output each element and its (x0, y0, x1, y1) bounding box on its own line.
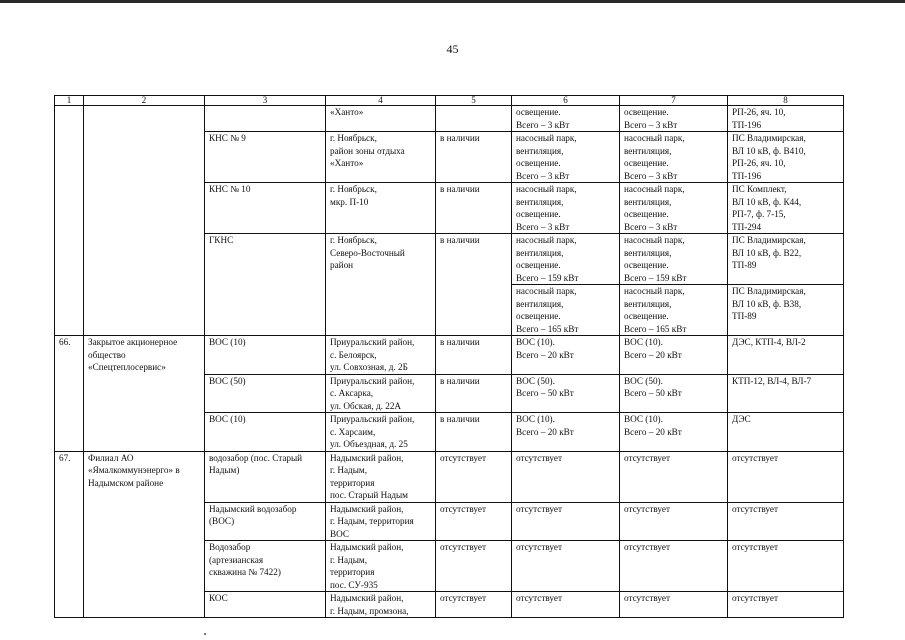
row-number-cell: 67. (55, 451, 84, 618)
status-cell: отсутствует (436, 592, 512, 618)
address-cell: г. Ноябрьск, мкр. П-10 (326, 183, 436, 234)
load-cell: насосный парк, вентиляция, освещение. Всего – 3 кВт (620, 132, 728, 183)
load-cell: отсутствует (512, 502, 620, 541)
row-number-cell: 66. (55, 336, 84, 452)
status-cell: в наличии (436, 132, 512, 183)
status-cell (436, 106, 512, 132)
facility-cell: КОС (205, 592, 326, 618)
top-border-line (0, 0, 905, 3)
power-source-cell: ДЭС (728, 413, 844, 452)
load-cell: насосный парк, вентиляция, освещение. Всего – 159 кВт (512, 234, 620, 285)
power-source-cell: отсутствует (728, 502, 844, 541)
status-cell: отсутствует (436, 451, 512, 502)
facility-cell: ВОС (50) (205, 374, 326, 413)
column-header: 8 (728, 96, 844, 106)
address-cell: г. Ноябрьск, район зоны отдыха «Ханто» (326, 132, 436, 183)
address-cell: Надымский район, г. Надым, территория пос. СУ-935 (326, 541, 436, 592)
power-source-cell: отсутствует (728, 592, 844, 618)
load-cell: отсутствует (620, 451, 728, 502)
status-cell: в наличии (436, 183, 512, 234)
organization-cell: Закрытое акционерное общество «Спецтеплосервис» (84, 336, 205, 452)
load-cell: насосный парк, вентиляция, освещение. Всего – 3 кВт (512, 183, 620, 234)
load-cell: освещение. Всего – 3 кВт (512, 106, 620, 132)
power-source-cell: отсутствует (728, 541, 844, 592)
status-cell: в наличии (436, 234, 512, 336)
load-cell: отсутствует (620, 502, 728, 541)
power-source-cell: ПС Владимирская, ВЛ 10 кВ, ф. В38, ТП-89 (728, 285, 844, 336)
address-cell: Надымский район, г. Надым, территория ВОС (326, 502, 436, 541)
facility-cell: Надымский водозабор (ВОС) (205, 502, 326, 541)
status-cell: в наличии (436, 374, 512, 413)
table-row (55, 106, 844, 132)
infrastructure-table (54, 95, 844, 618)
page-number: 45 (446, 42, 459, 56)
table-row (55, 336, 844, 375)
power-source-cell: ДЭС, КТП-4, ВЛ-2 (728, 336, 844, 375)
organization-cell (84, 106, 205, 336)
load-cell: отсутствует (512, 541, 620, 592)
address-cell: Приуральский район, с. Белоярск, ул. Совхозная, д. 2Б (326, 336, 436, 375)
facility-cell: ГКНС (205, 234, 326, 336)
load-cell: освещение. Всего – 3 кВт (620, 106, 728, 132)
load-cell: ВОС (10). Всего – 20 кВт (512, 336, 620, 375)
column-header: 2 (84, 96, 205, 106)
load-cell: насосный парк, вентиляция, освещение. Всего – 159 кВт (620, 234, 728, 285)
power-source-cell: ПС Владимирская, ВЛ 10 кВ, ф. В410, РП-26, яч. 10, ТП-196 (728, 132, 844, 183)
load-cell: отсутствует (620, 541, 728, 592)
status-cell: отсутствует (436, 502, 512, 541)
facility-cell: КНС № 10 (205, 183, 326, 234)
power-source-cell: отсутствует (728, 451, 844, 502)
facility-cell: ВОС (10) (205, 413, 326, 452)
address-cell: Надымский район, г. Надым, промзона, (326, 592, 436, 618)
status-cell: в наличии (436, 336, 512, 375)
column-header: 4 (326, 96, 436, 106)
load-cell: отсутствует (512, 451, 620, 502)
facility-cell: водозабор (пос. Старый Надым) (205, 451, 326, 502)
load-cell: ВОС (10). Всего – 20 кВт (620, 336, 728, 375)
facility-cell (205, 106, 326, 132)
address-cell: «Ханто» (326, 106, 436, 132)
load-cell: ВОС (50). Всего – 50 кВт (620, 374, 728, 413)
load-cell: ВОС (10). Всего – 20 кВт (512, 413, 620, 452)
column-header: 3 (205, 96, 326, 106)
column-header: 7 (620, 96, 728, 106)
load-cell: ВОС (10). Всего – 20 кВт (620, 413, 728, 452)
column-header: 1 (55, 96, 84, 106)
status-cell: в наличии (436, 413, 512, 452)
facility-cell: ВОС (10) (205, 336, 326, 375)
organization-cell: Филиал АО «Ямалкоммунэнерго» в Надымском районе (84, 451, 205, 618)
table-row (55, 451, 844, 502)
load-cell: отсутствует (512, 592, 620, 618)
scan-dot (204, 633, 206, 635)
row-number-cell (55, 106, 84, 336)
status-cell: отсутствует (436, 541, 512, 592)
power-source-cell: ПС Владимирская, ВЛ 10 кВ, ф. В22, ТП-89 (728, 234, 844, 285)
address-cell: г. Ноябрьск, Северо-Восточный район (326, 234, 436, 336)
power-source-cell: ПС Комплект, ВЛ 10 кВ, ф. К44, РП-7, ф. 7-15, ТП-294 (728, 183, 844, 234)
load-cell: отсутствует (620, 592, 728, 618)
address-cell: Приуральский район, с. Аксарка, ул. Обская, д. 22А (326, 374, 436, 413)
load-cell: насосный парк, вентиляция, освещение. Всего – 165 кВт (512, 285, 620, 336)
power-source-cell: КТП-12, ВЛ-4, ВЛ-7 (728, 374, 844, 413)
address-cell: Надымский район, г. Надым, территория пос. Старый Надым (326, 451, 436, 502)
facility-cell: КНС № 9 (205, 132, 326, 183)
table-header-row (55, 96, 844, 106)
facility-cell: Водозабор (артезианская скважина № 7422) (205, 541, 326, 592)
address-cell: Приуральский район, с. Харсаим, ул. Объездная, д. 25 (326, 413, 436, 452)
load-cell: ВОС (50). Всего – 50 кВт (512, 374, 620, 413)
load-cell: насосный парк, вентиляция, освещение. Всего – 3 кВт (512, 132, 620, 183)
column-header: 6 (512, 96, 620, 106)
power-source-cell: РП-26, яч. 10, ТП-196 (728, 106, 844, 132)
column-header: 5 (436, 96, 512, 106)
load-cell: насосный парк, вентиляция, освещение. Всего – 165 кВт (620, 285, 728, 336)
load-cell: насосный парк, вентиляция, освещение. Всего – 3 кВт (620, 183, 728, 234)
